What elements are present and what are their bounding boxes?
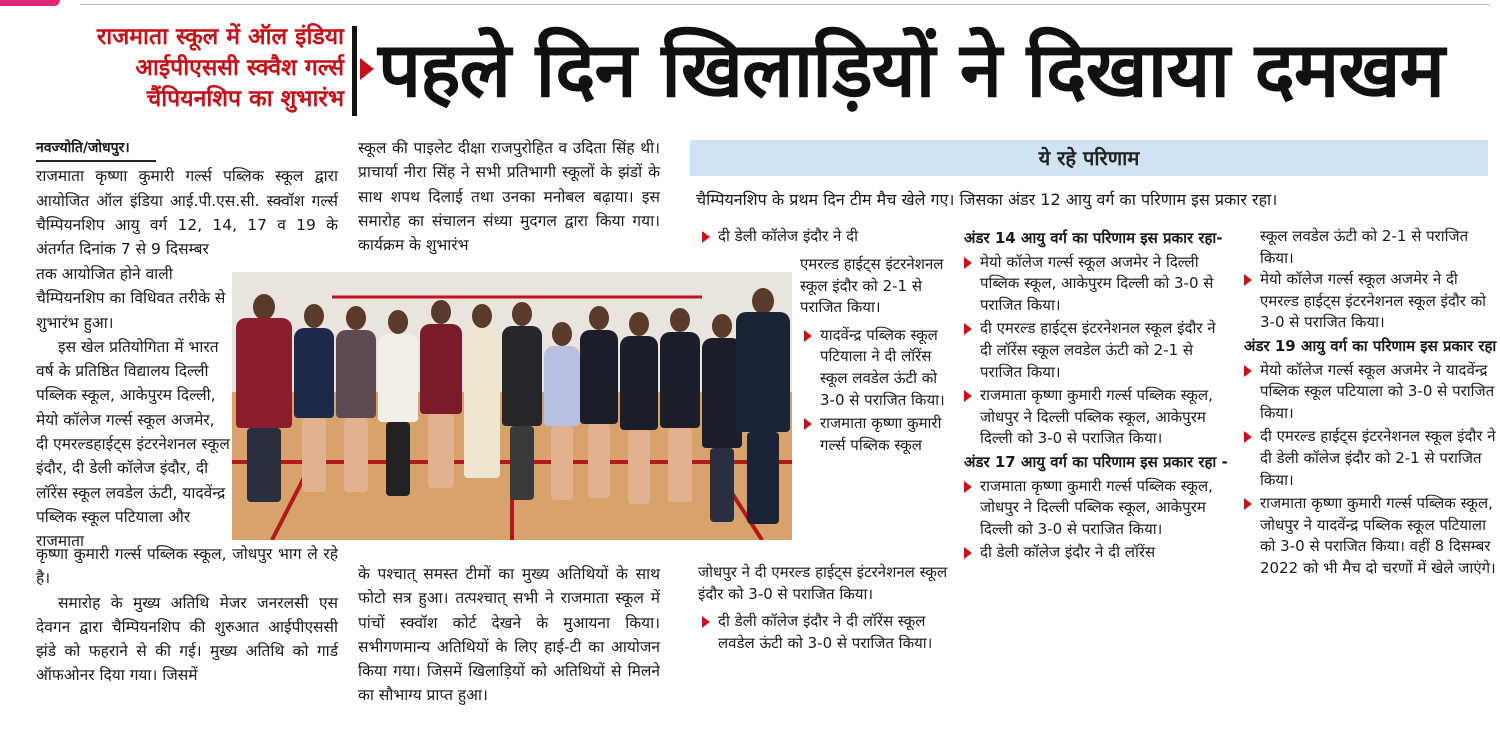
result-item [960,252,1232,317]
result-item [960,542,1232,564]
kicker-line-1: राजमाता स्कूल में ऑल इंडिया [96,24,344,50]
article-para-3: समारोह के मुख्य अतिथि मेजर जनरलसी एस देवगन द्वारा चैम्पियनशिप की शुरुआत आईपीएससी झंडे को फहराने से की गई। मुख्य अतिथि को गार्ड ऑफओनर दिया गया। जिसमें [36,593,338,685]
result-text: स्कूल लवडेल ऊंटी को 2-1 से पराजित किया। [1260,227,1469,267]
person-figure [378,310,418,486]
article-para-1-cont: तक आयोजित होने वाली चैम्पियनशिप का विधिवत तरीके से शुभारंभ हुआ। [36,265,226,332]
dateline: नवज्योति/जोधपुर। [36,140,130,156]
kicker-line-2: आईपीएससी स्क्वैश गर्ल्स [135,55,344,81]
result-text: दी डेली कॉलेज इंदौर ने दी लॉरेंस स्कूल लवडेल ऊंटी को 3-0 से पराजित किया। [718,612,933,652]
results-u12-first [698,226,938,250]
top-rule [80,4,1490,5]
result-item [1240,360,1498,425]
result-text: दी डेली कॉलेज इंदौर ने दी [718,227,859,245]
person-figure [544,322,580,482]
person-figure [236,294,292,504]
result-item [1240,269,1498,334]
u17-heading: अंडर 17 आयु वर्ग का परिणाम इस प्रकार रहा - [964,452,1228,471]
result-text: यादवेंन्द्र पब्लिक स्कूल पटियाला ने दी लॉरेंस स्कूल लवडेल ऊंटी को 3-0 से पराजित किया। [820,325,945,409]
result-item [1240,493,1498,579]
article-para-5: के पश्चात् समस्त टीमों का मुख्य अतिथियों के साथ फोटो सत्र हुआ। तत्पश्चात् सभी ने राजमाता स्कूल में पांचों स्क्वॉश कोर्ट देखने के मुआयना किया। सभीगणमान्य अतिथियों के लिए हाई-टी का आयोजन किया गया। जिसमें खिलाड़ियों को अतिथियों से मिलने का सौभाग्य प्राप्त हुआ। [358,565,660,705]
result-text: दी डेली कॉलेज इंदौर ने दी लॉरेंस [980,543,1156,562]
article-col2-top [358,136,660,257]
result-item [698,611,948,654]
result-item [960,385,1232,450]
result-text: राजमाता कृष्णा कुमारी गर्ल्स पब्लिक स्कूल, जोधपुर ने दिल्ली पब्लिक स्कूल, आकेपुरम दिल्ली को 3-0 से पराजित किया। [980,476,1213,538]
headline-marker [360,58,374,80]
results-u12-rest [698,562,948,656]
article-col1-top [36,136,338,261]
result-text: एमरल्ड हाईट्स इंटरनेशनल स्कूल इंदौर को 2-1 से पराजित किया। [800,255,944,317]
result-item [698,226,938,248]
headline: पहले दिन खिलाड़ियों ने दिखाया दमखम [378,25,1444,114]
article-para-1: राजमाता कृष्णा कुमारी गर्ल्स पब्लिक स्कूल द्वारा आयोजित ऑल इंडिया आई.पी.एस.सी. स्क्वॉश गर्ल्स चैम्पियनशिप आयु वर्ग 12, 14, 17 व 19 के अंतर्गत दिनांक 7 से 9 दिसम्बर [36,167,338,259]
person-figure [420,300,462,478]
result-item [960,476,1232,541]
headline-divider [352,26,357,116]
results-title: ये रहे परिणाम [1038,146,1140,170]
results-header-bar [690,140,1488,176]
result-text: दी एमरल्ड हाईट्स इंटरनेशनल स्कूल इंदौर ने दी लॉरेंस स्कूल लवडेल ऊंटी को 2-1 से पराजित किया। [980,319,1216,381]
article-col1-bottom [36,542,338,688]
team-photo [232,272,792,540]
result-item [800,325,950,411]
result-item [800,413,950,456]
results-u12-wrap [800,254,950,458]
article-para-2: इस खेल प्रतियोगिता में भारत वर्ष के प्रतिष्ठित विद्यालय दिल्ली पब्लिक स्कूल, आकेपुरम दिल्ली, मेयो कॉलेज गर्ल्स स्कूल अजमेर, दी एमरल्डहाईट्स इंटरनेशनल स्कूल इंदौर, दी डेली कॉलेज इंदौर, दी लॉरेंस स्कूल लवडेल ऊंटी, यादवेंन्द्र पब्लिक स्कूल पटियाला और राजमाता [36,337,230,551]
result-text: मेयो कॉलेज गर्ल्स स्कूल अजमेर ने दी एमरल्ड हाईट्स इंटरनेशनल स्कूल इंदौर को 3-0 से पराजित किया। [1260,270,1487,332]
result-item [960,318,1232,383]
u14-heading: अंडर 14 आयु वर्ग का परिणाम इस प्रकार रहा- [964,229,1223,247]
article-col1-mid [36,262,231,554]
article-col2-bottom [358,562,660,708]
person-figure [294,304,334,484]
person-figure [620,312,658,486]
result-text: राजमाता कृष्णा कुमारी गर्ल्स पब्लिक स्कूल, जोधपुर ने दिल्ली पब्लिक स्कूल, आकेपुरम दिल्ली को 3-0 से पराजित किया। [980,386,1213,448]
results-col-3 [1240,226,1498,582]
result-text: राजमाता कृष्णा कुमारी गर्ल्स पब्लिक स्कूल, जोधपुर ने यादवेंन्द्र पब्लिक स्कूल पटियाला को 3-0 से पराजित किया। वहीं 8 दिसम्बर 2022 को भी मैच दो चरणों में खेले जाएंगे। [1260,494,1496,577]
results-intro: चैम्पियनशिप के प्रथम दिन टीम मैच खेले गए। जिसका अंडर 12 आयु वर्ग का परिणाम इस प्रकार रहा। [696,190,1278,209]
result-text: मेयो कॉलेज गर्ल्स स्कूल अजमेर ने दिल्ली पब्लिक स्कूल, आकेपुरम दिल्ली को 3-0 से पराजित किया। [980,252,1214,314]
brand-tab [0,0,60,6]
result-text: दी एमरल्ड हाईट्स इंटरनेशनल स्कूल इंदौर ने दी डेली कॉलेज इंदौर को 2-1 से पराजित किया। [1260,427,1496,489]
u19-heading: अंडर 19 आयु वर्ग का परिणाम इस प्रकार रहा [1244,336,1497,355]
results-col-2 [960,226,1232,566]
person-figure [464,304,500,484]
result-text: मेयो कॉलेज गर्ल्स स्कूल अजमेर ने यादवेंन्द्र पब्लिक स्कूल पटियाला को 3-0 से पराजित किया। [1260,360,1495,422]
article-para-2-cont: कृष्णा कुमारी गर्ल्स पब्लिक स्कूल, जोधपुर भाग ले रहे है। [36,545,338,588]
person-figure [580,306,618,482]
kicker-line-3: चैंपियनशिप का शुभारंभ [146,86,344,112]
result-item [1240,426,1498,491]
top-bar [0,0,1500,8]
article-para-4: स्कूल की पाइलेट दीक्षा राजपुरोहित व उदिता सिंह थी। प्राचार्या नीरा सिंह ने सभी प्रतिभागी स्कूलों के झंडों के साथ शपथ दिलाई तथा उनका मनोबल बढ़ाया। इस समारोह का संचालन संध्या मुदगल द्वारा किया गया। कार्यक्रम के शुभारंभ [358,139,660,255]
person-figure [736,288,790,528]
person-figure [502,302,542,486]
person-figure [336,306,376,482]
dateline-rule [36,160,156,162]
kicker [22,22,344,115]
result-text: जोधपुर ने दी एमरल्ड हाईट्स इंटरनेशनल स्कूल इंदौर को 3-0 से पराजित किया। [698,563,948,603]
result-text: राजमाता कृष्णा कुमारी गर्ल्स पब्लिक स्कूल [820,414,942,454]
person-figure [660,308,700,494]
